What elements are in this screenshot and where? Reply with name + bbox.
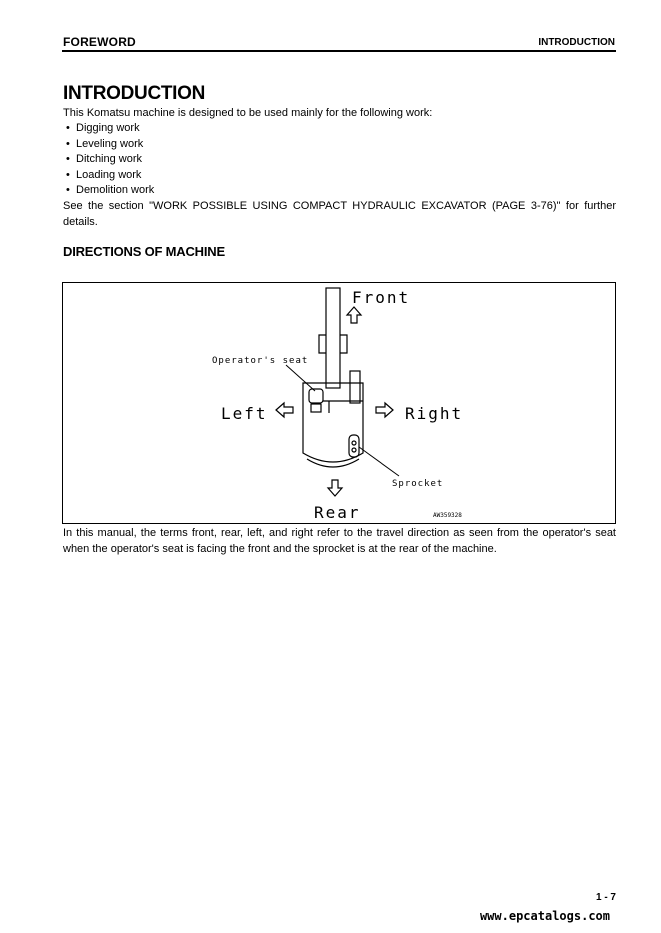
website-link[interactable]: www.epcatalogs.com <box>479 909 610 923</box>
right-arrow-icon <box>376 403 393 417</box>
bucket-link-right <box>340 335 347 353</box>
front-arrow-icon <box>347 307 361 323</box>
list-item: • Digging work <box>66 121 154 137</box>
operator-seat-base <box>311 404 321 412</box>
label-front: Front <box>352 288 411 307</box>
label-rear: Rear <box>314 503 361 522</box>
label-right: Right <box>405 404 464 423</box>
left-arrow-icon <box>276 403 293 417</box>
boom-cylinder <box>350 371 360 403</box>
sprocket-shape <box>349 435 359 457</box>
header-section: FOREWORD <box>63 35 136 49</box>
machine-diagram <box>63 283 615 523</box>
operator-seat-leader <box>286 365 315 391</box>
rear-arrow-icon <box>328 480 342 496</box>
see-section-text: See the section "WORK POSSIBLE USING COMPACT HYDRAULIC EXCAVATOR (PAGE 3-76)" for further details. <box>63 200 616 228</box>
operator-seat-shape <box>309 389 323 403</box>
intro-text: This Komatsu machine is designed to be used mainly for the following work: <box>63 107 433 119</box>
bucket-link-left <box>319 335 326 353</box>
list-item: • Demolition work <box>66 183 154 199</box>
work-list <box>66 121 154 199</box>
page-title: INTRODUCTION <box>63 83 206 104</box>
list-item: • Leveling work <box>66 137 154 153</box>
figure-id: AW359328 <box>433 512 462 519</box>
header-chapter: INTRODUCTION <box>538 37 615 48</box>
list-item: • Ditching work <box>66 152 154 168</box>
sprocket-leader <box>359 447 399 476</box>
header-rule <box>62 50 616 52</box>
upper-structure <box>303 383 363 462</box>
directions-heading: DIRECTIONS OF MACHINE <box>63 244 225 259</box>
rear-arc <box>307 459 359 467</box>
label-left: Left <box>221 404 268 423</box>
figure-caption: In this manual, the terms front, rear, left, and right refer to the travel direction as seen from the operator's seat when the operator's seat is facing the front and the sprocket is at the rear of the machine. <box>63 527 616 555</box>
boom-shape <box>326 288 340 388</box>
label-sprocket: Sprocket <box>392 479 444 489</box>
page-number: 1 - 7 <box>595 892 616 903</box>
machine-directions-figure <box>62 282 616 524</box>
label-operator-seat: Operator's seat <box>212 356 309 366</box>
list-item: • Loading work <box>66 168 154 184</box>
